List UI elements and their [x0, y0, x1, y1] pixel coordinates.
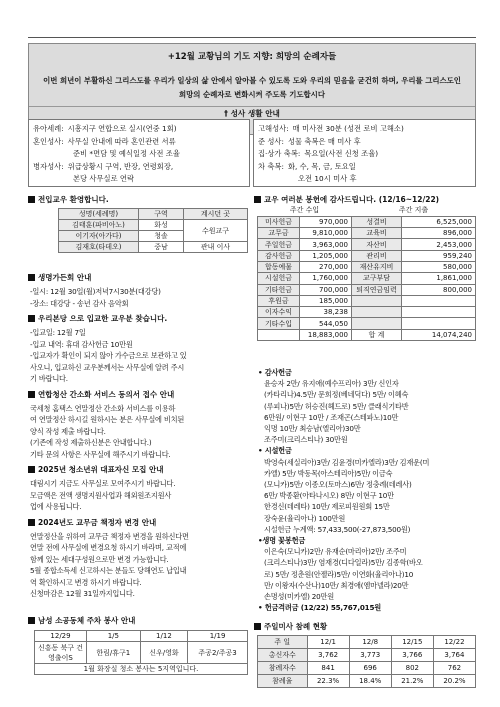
expense-amount [402, 295, 476, 306]
sacrament-label: 차 축복: [258, 161, 284, 171]
sacrament-row [258, 148, 471, 159]
bullet-square-icon [28, 274, 35, 281]
income-label: 시설헌금 [258, 273, 300, 284]
offering-line: 윤승자 2만/ 유지애(예수프리아) 3만/ 신인자 [264, 379, 399, 389]
service-group: 신흥동 북구 건영출이S [35, 642, 87, 664]
income-label: 기타수입 [258, 318, 300, 329]
notice-line: -입교일: 12월 7일 [30, 328, 86, 337]
offering-heading: • 감사헌금 [258, 368, 292, 377]
income-amount: 1,205,000 [300, 250, 352, 261]
attendance-header: 12/22 [433, 636, 475, 649]
notice-line: 사오니, 입교하신 교우분께서는 사무실에 알려 주시 [30, 362, 185, 372]
notice-heading: 연합청산 간소화 서비스 동의서 접수 안내 [28, 389, 174, 400]
sacrament-text: 성물 축복은 매 미사 후 [287, 136, 361, 146]
notice-line: 연말 전에 사무실에 변경요청 하시기 바라며, 교적에 [30, 543, 187, 552]
offering-heading: •생명 꽃봉헌금 [258, 536, 306, 545]
notice-heading: 2025년 청소년위 대표자신 모집 안내 [28, 464, 164, 475]
sacrament-row [258, 161, 471, 172]
expense-amount: 580,000 [402, 261, 476, 272]
offering-line: 손명성(미카엘) 20만원 [264, 592, 334, 601]
banner-body: 이번 희년이 부활하신 그리스도를 우리가 일상의 삶 안에서 알아볼 수 있도록 도와 우리의 믿음을 굳건히 하며, 우리를 그리스도인 희망의 순례자로 변화시켜 주도록 기도합시다 [43, 76, 461, 99]
top-rule [28, 37, 476, 38]
bullet-square-icon [28, 196, 35, 203]
attendance-header: 12/8 [349, 636, 391, 649]
expense-label: 교구부담 [352, 273, 402, 284]
notice-line: 모금액은 전액 생명지원사업과 해외원조지원사 [30, 490, 172, 500]
finance-expense-header: 주간 지출 [398, 206, 429, 215]
income-amount: 185,000 [300, 295, 352, 306]
total-label [258, 329, 300, 340]
offering-line: 장숙윤(율리아나) 100만원 [264, 513, 346, 523]
sacraments-left-box [28, 119, 250, 187]
income-amount: 1,760,000 [300, 273, 352, 284]
offering-line: 6만원/ 이현구 10만 / 조재곤(스테파노)10만 [264, 412, 399, 422]
income-label: 이자수익 [258, 307, 300, 318]
bulletin-page [28, 37, 476, 697]
notice-line: 기타 문의 사항은 사무실에 해주시기 바랍니다. [30, 449, 171, 459]
transfer-from: 수원교구 [184, 220, 248, 242]
sacrament-text: 본당 사무실로 연락 [73, 174, 135, 183]
offering-line: (모니카)5만/ 이종오(토마스)6만/ 정충례(데레사) [264, 480, 412, 489]
offering-line: 이은숙(모니카)2만/ 유재순(마리아)2만/ 조주미 [264, 547, 407, 557]
service-group: 한림/휴구1 [87, 642, 141, 664]
attendance-value: 762 [433, 662, 475, 675]
finance-table [257, 205, 476, 341]
transfer-col-name: 성명(세례명) [59, 209, 139, 220]
transfer-name: 김재호(타데오) [59, 242, 139, 253]
notice-line: 역 확인하시고 변경 하시기 바랍니다. [30, 577, 142, 587]
attendance-header: 12/15 [391, 636, 433, 649]
total-expense: 14,074,240 [402, 329, 476, 340]
attendance-value: 841 [307, 662, 349, 675]
expense-amount [402, 307, 476, 318]
transfer-area: 중남 [139, 242, 184, 253]
sacrament-label: 집·상가 축복: [258, 149, 301, 158]
income-label: 교무금 [258, 228, 300, 239]
attendance-heading: 주일미사 참례 현황 [254, 621, 327, 632]
income-label: 주일헌금 [258, 239, 300, 250]
expense-label: 관리비 [352, 250, 402, 261]
service-date: 1/19 [188, 631, 248, 642]
notice-line: 국세청 홈택스 연말정산 간소화 서비스를 이용하 [30, 403, 176, 413]
expense-amount: 6,525,000 [402, 216, 476, 227]
transfer-from: 관내 이사 [184, 242, 248, 253]
expense-amount: 896,000 [402, 228, 476, 239]
attendance-label: 참례율 [258, 675, 308, 688]
offering-line: 카엘) 5만/ 박동목(아스테리아)5만/ 이금숙 [264, 468, 393, 478]
notice-line: 양식 작성 제출 바랍니다. [30, 426, 106, 436]
total-income: 18,883,000 [300, 329, 352, 340]
service-note: 1월 화장실 청소 봉사는 5지역입니다. [35, 664, 248, 675]
attendance-value: 802 [391, 662, 433, 675]
sacrament-text: 사무실 안내에 따라 혼인관련 서류 [67, 136, 176, 146]
attendance-value: 3,773 [349, 649, 391, 662]
service-date: 1/5 [87, 631, 141, 642]
income-amount: 700,000 [300, 284, 352, 295]
income-label: 기타헌금 [258, 284, 300, 295]
transfer-table [58, 208, 248, 253]
transfer-name: 이기자(아가다) [59, 231, 139, 242]
sacrament-row [258, 123, 471, 134]
sacrament-label: 준 성사: [258, 136, 284, 146]
expense-label [352, 307, 402, 318]
transfer-area: 화성 [139, 220, 184, 231]
offering-line: 6만/ 박종환(아타나시오) 8만/ 이현구 10만 [264, 491, 394, 501]
sacrament-row [258, 136, 471, 147]
sacrament-row [33, 173, 245, 184]
finance-heading: 교우 여러분 봉헌에 감사드립니다. (12/16~12/22) [254, 194, 439, 205]
sacrament-text: 화, 수, 목, 금, 토요일 [287, 161, 356, 171]
notice-line: 5월 종합소득세 신고하시는 분들도 당해연도 납입내 [30, 566, 187, 575]
finance-row [258, 295, 476, 306]
attendance-label: 참례자수 [258, 662, 308, 675]
expense-label: 자산비 [352, 239, 402, 250]
service-group: 주공2/주공3 [188, 642, 248, 664]
finance-row [258, 239, 476, 250]
finance-row [258, 228, 476, 239]
sacrament-label: 혼인성사: [33, 136, 64, 146]
income-amount: 38,238 [300, 307, 352, 318]
expense-amount: 1,861,000 [402, 273, 476, 284]
finance-row [258, 318, 476, 329]
finance-row [258, 273, 476, 284]
transfer-col-area: 구역 [139, 209, 184, 220]
offering-line: 로) 5만/ 정춘원(안젤라)5만/ 이연화(율리아나)10 [264, 569, 414, 579]
sacrament-row [33, 148, 245, 159]
notice-line: -일시: 12월 30일(월)저녁7시30분(대강당) [30, 287, 161, 296]
transfer-heading: 전입교우 환영합니다. [28, 194, 109, 205]
expense-label: 교육비 [352, 228, 402, 239]
sacrament-row [33, 161, 245, 172]
attendance-value: 22.3% [307, 675, 349, 688]
sacrament-label: 유아세례: [33, 124, 64, 133]
expense-label: 성결비 [352, 216, 402, 227]
offering-line: 한경신(데레타) 10만/ 제로피원원회 15만 [264, 502, 390, 512]
income-amount: 970,000 [300, 216, 352, 227]
expense-label [352, 295, 402, 306]
notice-heading: 우리본당 으로 입교한 교우분 찾습니다. [28, 313, 167, 324]
attendance-value: 21.2% [391, 675, 433, 688]
notice-line: 여 연말정산 하시길 원하시는 분은 사무실에 비치된 [30, 415, 185, 424]
service-date: 1/12 [140, 631, 188, 642]
finance-row [258, 307, 476, 318]
expense-label: 재산유지비 [352, 261, 402, 272]
sacrament-text: 목요일(사전 신청 조율) [304, 149, 379, 158]
offering-line: 익명 10만/ 최승남(엘리아)30만 [264, 424, 361, 433]
bullet-square-icon [28, 391, 35, 398]
offering-line: 박영숙(세실리아)3만/ 김윤경(미카엘라)3만/ 김재운(미 [264, 457, 430, 467]
offering-line: 만/ 이왕자(수산나)10만/ 최경애(엠마넬라)20만 [264, 580, 409, 590]
service-date: 12/29 [35, 631, 87, 642]
income-amount: 544,050 [300, 318, 352, 329]
sacrament-label: 병자성사: [33, 161, 64, 171]
income-amount: 9,810,000 [300, 228, 352, 239]
attendance-header-row [258, 636, 476, 649]
attendance-label: 총신자수 [258, 649, 308, 662]
offering-heading: • 헌금격려금 (12/22) 55,767,015원 [258, 603, 382, 613]
sacrament-row [258, 173, 471, 184]
notice-line: 업에 사용됩니다. [30, 502, 82, 511]
attendance-header: 12/1 [307, 636, 349, 649]
notice-line: (기존에 작성 제출하신분은 안내합니다.) [30, 438, 152, 447]
expense-label: 퇴직연금임력 [352, 284, 402, 295]
offering-line: 조주미(크리스티나) 30만원 [264, 435, 348, 445]
transfer-area: 청솔 [139, 231, 184, 242]
attendance-table [257, 635, 476, 688]
expense-label [352, 318, 402, 329]
notice-line: -입교자가 확인이 되지 않아 가수금으로 보관하고 있 [30, 351, 187, 360]
offering-heading: • 시설헌금 [258, 446, 292, 456]
income-label: 미사헌금 [258, 216, 300, 227]
bullet-square-icon [28, 315, 35, 322]
sacrament-row [33, 136, 245, 147]
finance-row [258, 284, 476, 295]
expense-amount: 2,453,000 [402, 239, 476, 250]
offering-line: (카타리나)4.5만/ 문희정(베네딕다) 5만/ 이혜숙 [264, 390, 409, 400]
offering-line: (루피나)5만/ 허승진(헤드로) 5만/ 클래식기타반 [264, 401, 409, 411]
notice-line: 기 바랍니다. [30, 374, 68, 383]
service-table [34, 630, 248, 675]
attendance-header: 주 일 [258, 636, 308, 649]
total-label: 합 계 [352, 329, 402, 340]
attendance-row [258, 662, 476, 675]
attendance-value: 3,762 [307, 649, 349, 662]
bullet-square-icon [28, 519, 35, 526]
notice-line: -장소: 대강당 - 송년 감사 음악회 [30, 298, 129, 308]
sacrament-row [33, 123, 245, 134]
notice-line: 신청마감은 12월 31일까지입니다. [30, 589, 135, 598]
sacrament-label: 고해성사: [258, 124, 289, 133]
offering-line: 시설헌금 누계액: 57,433,500(-27,873,500원) [264, 524, 411, 534]
finance-income-header: 주간 수입 [289, 206, 320, 215]
sacrament-text: 준비 *면담 및 예식일정 사전 조율 [73, 149, 180, 158]
banner-title: +12월 교황님의 기도 지향: 희망의 순례자들 [167, 52, 337, 62]
service-heading: 남성 소공동체 주차 봉사 안내 [28, 615, 135, 626]
expense-amount [402, 318, 476, 329]
sacrament-text: 시흥지구 연합으로 실시(연중 1회) [67, 124, 177, 133]
attendance-row [258, 649, 476, 662]
sacrament-text: 오전 10시 미사 후 [298, 174, 357, 183]
income-label: 감사헌금 [258, 250, 300, 261]
bullet-square-icon [28, 466, 35, 473]
bullet-square-icon [28, 617, 35, 624]
attendance-value: 3,764 [433, 649, 475, 662]
bullet-square-icon [254, 623, 261, 630]
service-group: 신우/영화 [140, 642, 188, 664]
sacrament-text: 매 미사전 30분 (성전 로비 고해소) [292, 124, 404, 133]
attendance-row [258, 675, 476, 688]
sacrament-text: 위급상황시 구역, 반장, 연령회장, [67, 161, 174, 171]
banner-subtitle: † 성사 생활 안내 [29, 106, 475, 120]
notice-line: 함께 있는 세대구성원으로만 변경 가능합니다. [30, 554, 169, 564]
bullet-square-icon [254, 196, 261, 203]
finance-row [258, 216, 476, 227]
sacraments-right-box [253, 119, 476, 187]
income-label: 합동예물 [258, 261, 300, 272]
notice-line: 대림시기 지금도 사무실로 모여주시기 바랍니다. [30, 479, 176, 488]
attendance-value: 696 [349, 662, 391, 675]
notice-heading: 2024년도 교무금 책정자 변경 안내 [28, 517, 156, 528]
attendance-value: 18.4% [349, 675, 391, 688]
notice-line: -입교 내역: 휴대 감사헌금 10만원 [30, 339, 133, 349]
transfer-name: 김태훈(파비아노) [59, 220, 139, 231]
expense-amount: 959,240 [402, 250, 476, 261]
notice-line: 연말정산을 위하여 교무금 책정자 변경을 원하신다면 [30, 531, 189, 541]
income-amount: 270,000 [300, 261, 352, 272]
attendance-value: 20.2% [433, 675, 475, 688]
finance-row [258, 250, 476, 261]
finance-row [258, 261, 476, 272]
notice-heading: 생명가든회 안내 [28, 272, 91, 283]
offering-line: (크리스티나)3만/ 염재경(디다일라)5만/ 김종학(바오 [264, 558, 423, 568]
income-amount: 3,963,000 [300, 239, 352, 250]
income-label: 후원금 [258, 295, 300, 306]
expense-amount: 800,000 [402, 284, 476, 295]
transfer-col-from: 계시던 곳 [184, 209, 248, 220]
finance-total-row [258, 329, 476, 340]
attendance-value: 3,766 [391, 649, 433, 662]
